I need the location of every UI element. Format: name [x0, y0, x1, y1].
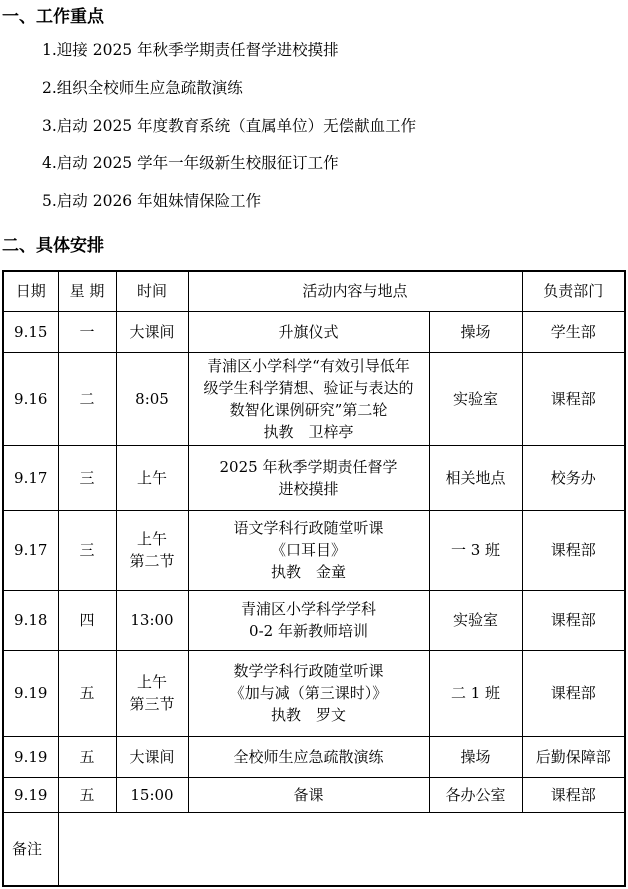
header-date: 日期 — [3, 271, 58, 311]
cell-date: 9.19 — [3, 777, 58, 812]
header-time: 时间 — [116, 271, 188, 311]
section1-heading: 一、工作重点 — [2, 7, 104, 27]
cell-dept: 学生部 — [522, 311, 625, 352]
cell-dept: 后勤保障部 — [522, 736, 625, 777]
cell-activity: 备课 — [188, 777, 429, 812]
table-row — [3, 510, 625, 590]
cell-activity: 数学学科行政随堂听课 《加与减（第三课时）》 执教 罗文 — [188, 650, 429, 736]
remark-cell — [58, 812, 625, 886]
cell-weekday: 三 — [58, 510, 116, 590]
cell-dept: 课程部 — [522, 510, 625, 590]
table-row — [3, 311, 625, 352]
section2-heading: 二、具体安排 — [2, 236, 104, 256]
cell-place: 操场 — [429, 736, 522, 777]
cell-time: 大课间 — [116, 736, 188, 777]
cell-date: 9.19 — [3, 736, 58, 777]
work-focus-item-4: 4.启动 2025 学年一年级新生校服征订工作 — [42, 154, 339, 172]
cell-dept: 校务办 — [522, 445, 625, 510]
remark-label: 备注 — [3, 812, 58, 886]
cell-weekday: 五 — [58, 736, 116, 777]
cell-time: 上午 — [116, 445, 188, 510]
cell-date: 9.17 — [3, 445, 58, 510]
cell-dept: 课程部 — [522, 650, 625, 736]
table-row — [3, 445, 625, 510]
cell-weekday: 三 — [58, 445, 116, 510]
cell-activity: 青浦区小学科学“有效引导低年 级学生科学猜想、验证与表达的 数智化课例研究”第二轮 执教 卫梓亭 — [188, 352, 429, 445]
table-row — [3, 590, 625, 650]
cell-date: 9.16 — [3, 352, 58, 445]
table-row — [3, 777, 625, 812]
cell-dept: 课程部 — [522, 590, 625, 650]
work-focus-item-1: 1.迎接 2025 年秋季学期责任督学进校摸排 — [42, 41, 339, 59]
cell-time: 大课间 — [116, 311, 188, 352]
header-activity: 活动内容与地点 — [188, 271, 522, 311]
work-focus-item-2: 2.组织全校师生应急疏散演练 — [42, 79, 243, 97]
cell-dept: 课程部 — [522, 777, 625, 812]
table-row — [3, 650, 625, 736]
cell-date: 9.19 — [3, 650, 58, 736]
table-row — [3, 352, 625, 445]
cell-weekday: 一 — [58, 311, 116, 352]
header-dept: 负责部门 — [522, 271, 625, 311]
cell-place: 实验室 — [429, 352, 522, 445]
cell-date: 9.15 — [3, 311, 58, 352]
cell-date: 9.18 — [3, 590, 58, 650]
cell-time: 上午 第三节 — [116, 650, 188, 736]
table-header-row — [3, 271, 625, 311]
cell-activity: 2025 年秋季学期责任督学 进校摸排 — [188, 445, 429, 510]
cell-activity: 青浦区小学科学学科 0-2 年新教师培训 — [188, 590, 429, 650]
remark-row — [3, 812, 625, 886]
cell-weekday: 五 — [58, 650, 116, 736]
schedule-table — [2, 270, 626, 887]
cell-time: 15:00 — [116, 777, 188, 812]
cell-activity: 全校师生应急疏散演练 — [188, 736, 429, 777]
cell-place: 实验室 — [429, 590, 522, 650]
table-row — [3, 736, 625, 777]
cell-weekday: 二 — [58, 352, 116, 445]
cell-place: 相关地点 — [429, 445, 522, 510]
cell-weekday: 四 — [58, 590, 116, 650]
cell-place: 各办公室 — [429, 777, 522, 812]
cell-weekday: 五 — [58, 777, 116, 812]
work-focus-item-3: 3.启动 2025 年度教育系统（直属单位）无偿献血工作 — [42, 117, 417, 135]
header-weekday: 星 期 — [58, 271, 116, 311]
cell-activity: 升旗仪式 — [188, 311, 429, 352]
cell-activity: 语文学科行政随堂听课 《口耳目》 执教 金童 — [188, 510, 429, 590]
cell-date: 9.17 — [3, 510, 58, 590]
cell-time: 上午 第二节 — [116, 510, 188, 590]
work-focus-item-5: 5.启动 2026 年姐妹情保险工作 — [42, 192, 262, 210]
cell-dept: 课程部 — [522, 352, 625, 445]
cell-place: 一 3 班 — [429, 510, 522, 590]
cell-time: 13:00 — [116, 590, 188, 650]
cell-place: 二 1 班 — [429, 650, 522, 736]
cell-time: 8:05 — [116, 352, 188, 445]
cell-place: 操场 — [429, 311, 522, 352]
